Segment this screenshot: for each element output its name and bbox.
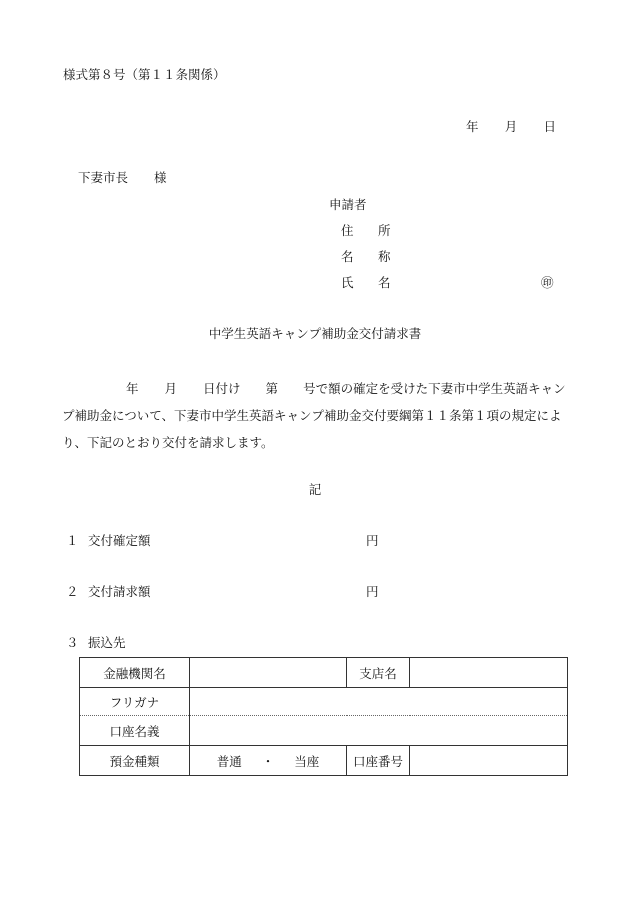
body-line-1 (62, 375, 567, 402)
item-number: １ (66, 533, 79, 548)
applicant-org-name-label: 名 称 (341, 249, 391, 264)
applicant-person-name-label: 氏 名 (341, 275, 391, 290)
date-month: 月 (504, 119, 518, 134)
deposit-ordinary-option[interactable]: 普通 (216, 753, 242, 769)
body-line-2: プ補助金について、下妻市中学生英語キャンプ補助金交付要綱第１１条第１項の規定によ (62, 408, 562, 423)
item-transfer-destination (66, 637, 126, 650)
item-number: ２ (66, 584, 79, 599)
body-line-1-rest: 号で額の確定を受けた下妻市中学生英語キャン (303, 381, 566, 396)
seal-mark: ㊞ (541, 275, 554, 290)
document-title: 中学生英語キャンプ補助金交付請求書 (208, 326, 422, 341)
item-label: 交付請求額 (88, 584, 151, 599)
item-requested-amount (66, 586, 379, 599)
account-number-field[interactable] (410, 746, 568, 776)
furigana-field[interactable] (190, 688, 568, 716)
addressee-honorific: 様 (154, 170, 167, 185)
item-confirmed-amount (66, 535, 379, 548)
bank-name-label: 金融機関名 (80, 658, 190, 688)
addressee (78, 172, 167, 185)
table-row (80, 688, 568, 716)
applicant-heading: 申請者 (329, 197, 367, 212)
account-holder-label: 口座名義 (80, 716, 190, 746)
body-day-ref: 日付け (203, 381, 241, 396)
date-day: 日 (543, 119, 556, 134)
applicant-address-label: 住 所 (341, 223, 391, 238)
deposit-type-options[interactable] (190, 746, 347, 776)
item-label: 交付確定額 (88, 533, 151, 548)
bank-account-table (79, 657, 568, 776)
date-line (466, 121, 556, 134)
date-year: 年 (466, 119, 479, 134)
body-month: 月 (164, 381, 178, 396)
item-unit: 円 (366, 533, 379, 548)
branch-name-field[interactable] (410, 658, 568, 688)
body-year: 年 (126, 381, 139, 396)
account-number-label: 口座番号 (347, 746, 410, 776)
furigana-label: フリガナ (80, 688, 190, 716)
deposit-current-option[interactable]: 当座 (294, 753, 320, 769)
deposit-type-label: 預金種類 (80, 746, 190, 776)
bank-name-field[interactable] (190, 658, 347, 688)
ki-heading: 記 (308, 482, 322, 497)
account-holder-field[interactable] (190, 716, 568, 746)
body-number-prefix: 第 (265, 381, 279, 396)
request-body (62, 375, 567, 456)
table-row (80, 716, 568, 746)
item-unit: 円 (366, 584, 379, 599)
table-row (80, 658, 568, 688)
item-number: ３ (66, 635, 79, 650)
addressee-name: 下妻市長 (78, 170, 129, 185)
form-number: 様式第８号（第１１条関係） (63, 67, 226, 82)
table-row (80, 746, 568, 776)
branch-name-label: 支店名 (347, 658, 410, 688)
deposit-separator: ・ (261, 753, 275, 769)
body-line-3: り、下記のとおり交付を請求します。 (62, 435, 274, 450)
item-label: 振込先 (88, 635, 126, 650)
